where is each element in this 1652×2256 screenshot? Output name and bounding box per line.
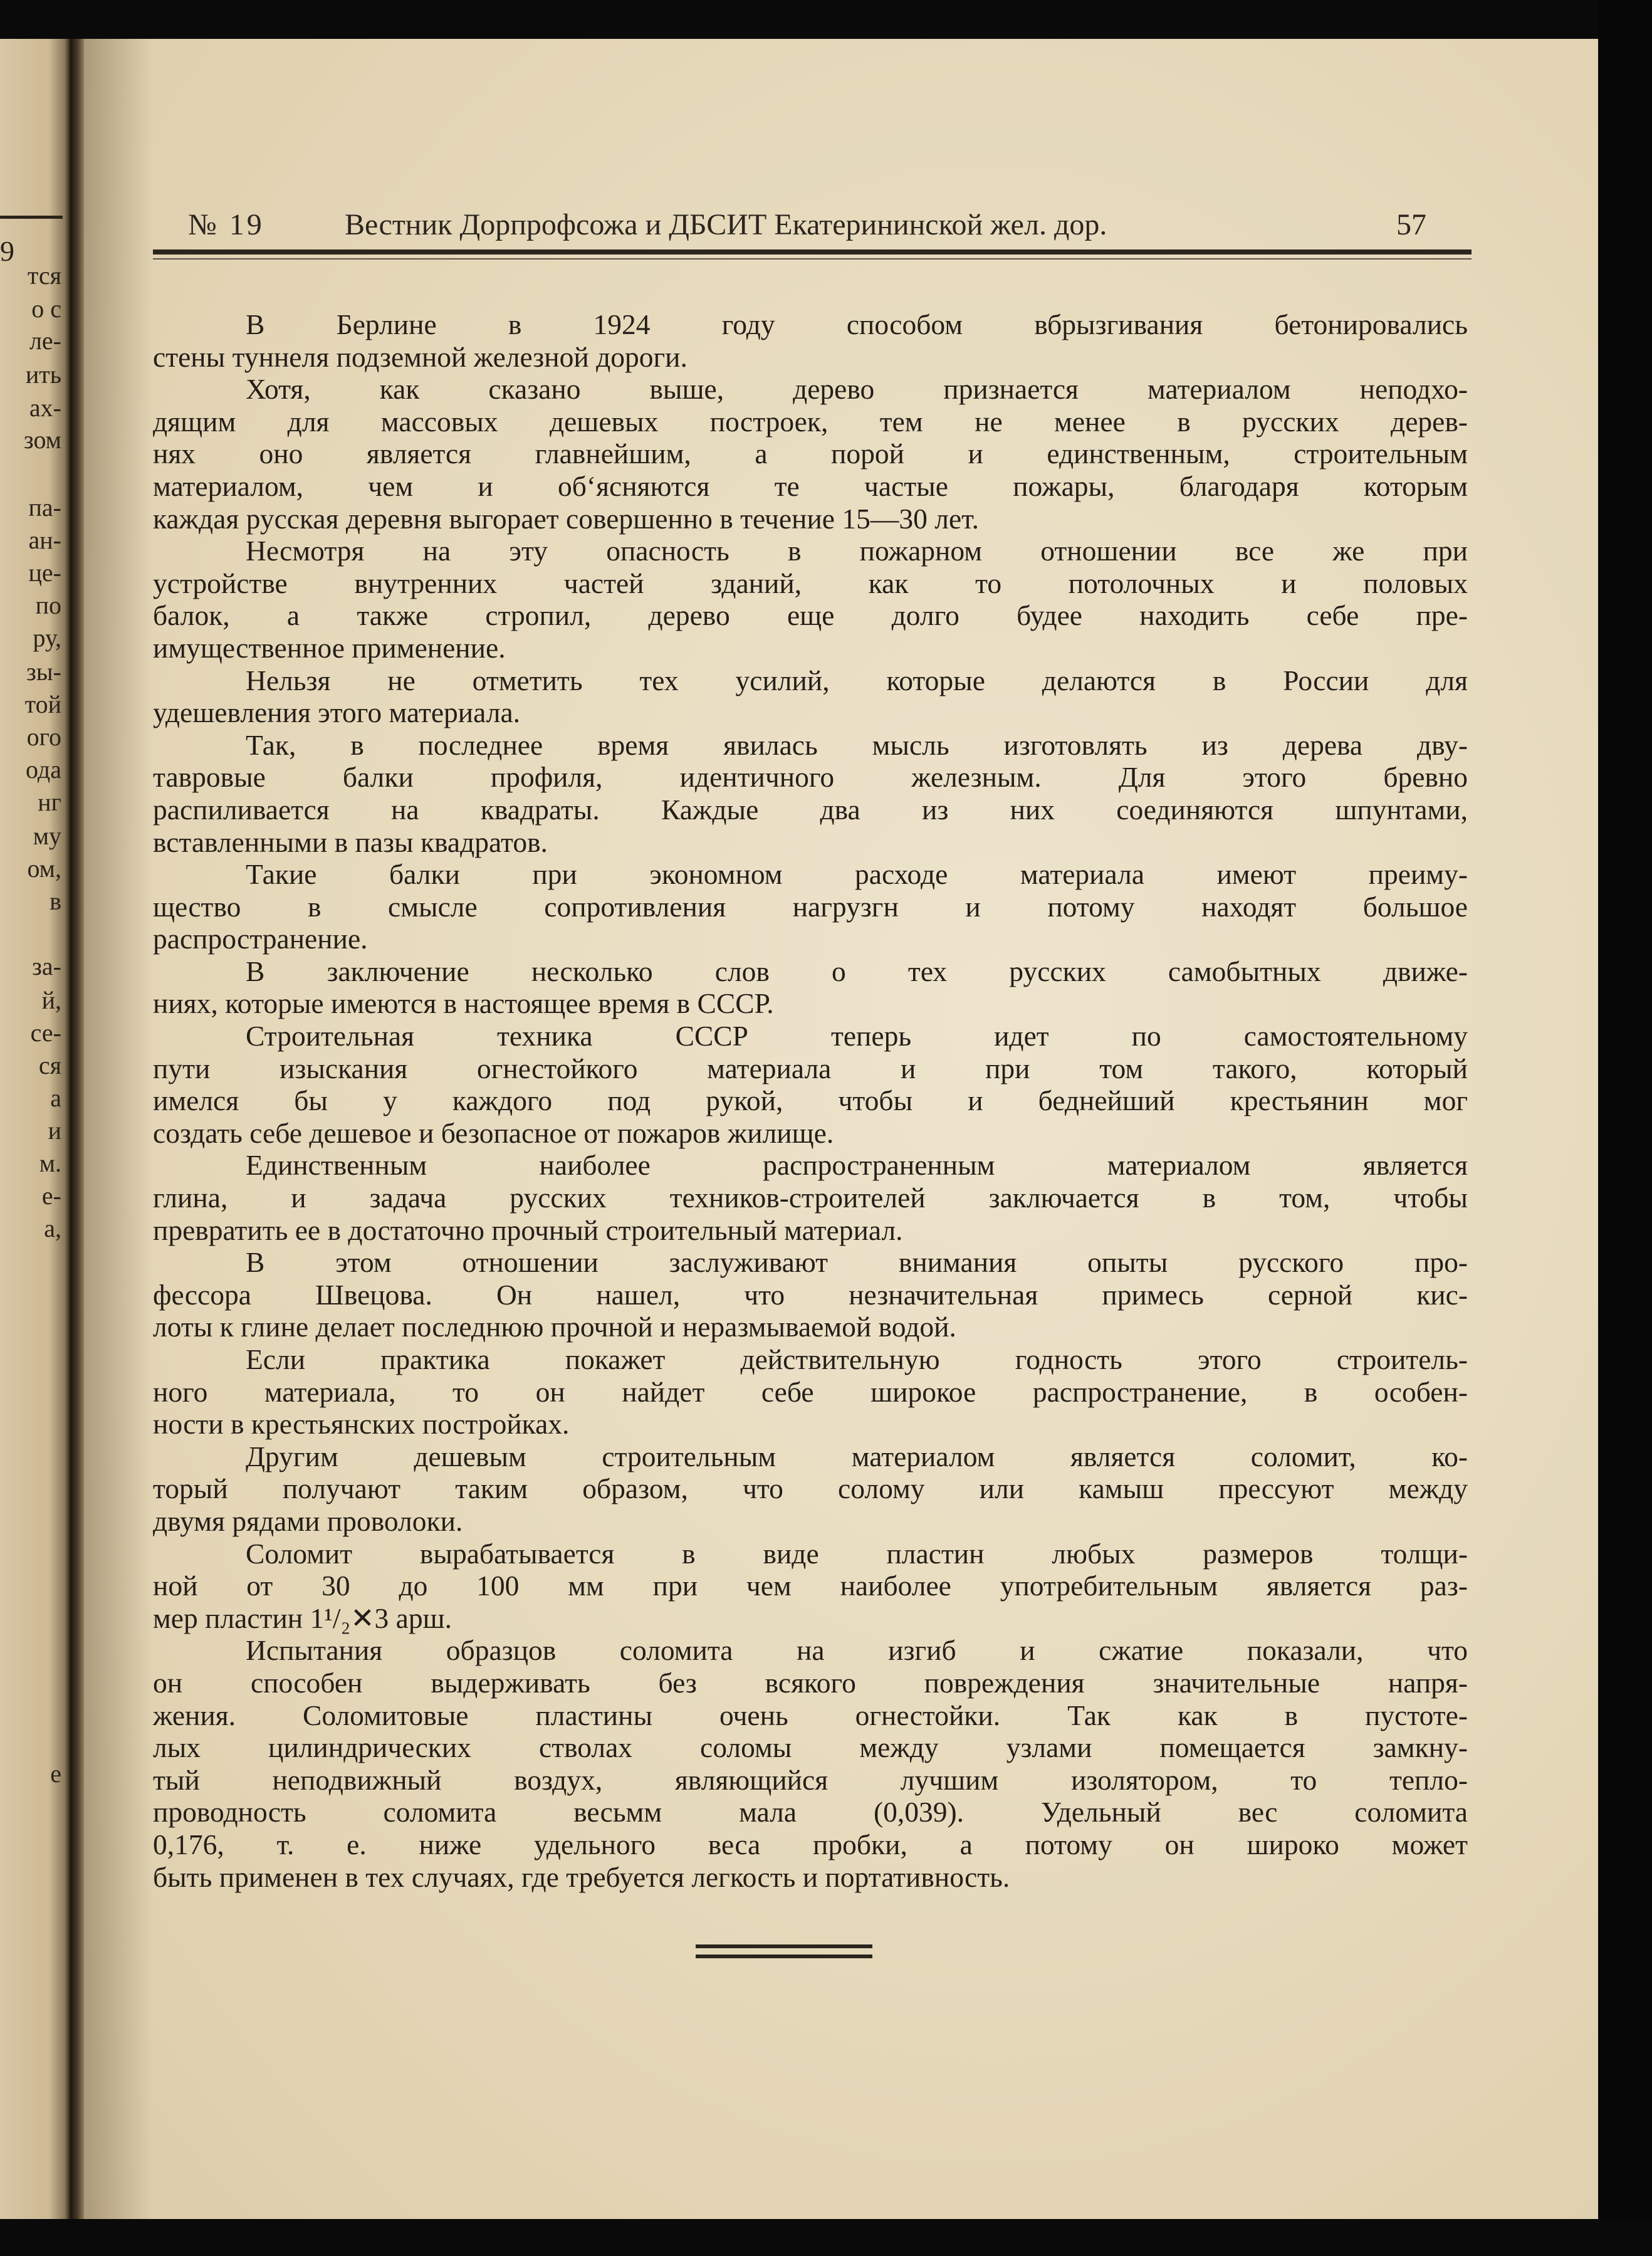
gutter-shadow <box>84 39 153 2219</box>
issue-number: № 19 <box>188 208 264 241</box>
text-line: вставленными в пазы квадратов. <box>153 826 548 858</box>
text-line: дящим для массовых дешевых построек, тем не менее в русских дерев- <box>153 405 1468 438</box>
text-line: стены туннеля подземной железной дороги. <box>153 340 687 373</box>
text-line: Нельзя не отметить тех усилий, которые делаются в России для <box>246 664 1468 696</box>
text-line: тый неподвижный воздух, являющийся лучшим изолятором, то тепло- <box>153 1763 1468 1796</box>
facing-page-fragment: в <box>50 887 61 915</box>
text-line: Строительная техника СССР теперь идет по самостоятельному <box>246 1020 1468 1052</box>
text-line: пути изыскания огнестойкого материала и при том такого, который <box>153 1052 1468 1084</box>
text-line: В заключение несколько слов о тех русских самобытных движе- <box>246 955 1468 987</box>
facing-page-fragment: ан- <box>28 526 61 554</box>
text-line: удешевления этого материала. <box>153 696 521 729</box>
facing-page-fragment: по <box>35 591 61 619</box>
text-line: ного материала, то он найдет себе широкое распространение, в особен- <box>153 1375 1468 1408</box>
text-line: лоты к глине делает последнюю прочной и неразмываемой водой. <box>153 1311 956 1343</box>
facing-page-fragment: м. <box>39 1149 61 1177</box>
scan-border-bottom <box>0 2219 1652 2256</box>
text-line: каждая русская деревня выгорает совершенно в течение 15—30 лет. <box>153 502 979 535</box>
text-line: имущественное применение. <box>153 631 506 664</box>
text-line: мер пластин 1¹/₂✕3 арш. <box>153 1602 452 1634</box>
facing-page-rule <box>0 216 63 219</box>
text-line: ниях, которые имеются в настоящее время в СССР. <box>153 987 774 1020</box>
facing-page-fragment: и <box>48 1116 61 1145</box>
facing-page-fragment: нг <box>38 788 61 816</box>
facing-page-fragment: е- <box>41 1182 61 1210</box>
facing-page-fragment: ого <box>26 723 61 751</box>
article-body <box>153 308 1468 1893</box>
text-line: Соломит вырабатывается в виде пластин любых размеров толщи- <box>246 1537 1468 1570</box>
book-page <box>84 39 1598 2219</box>
facing-page-fragment: той <box>24 690 61 718</box>
text-line: фессора Швецова. Он нашел, что незначительная примесь серной кис- <box>153 1278 1468 1311</box>
text-line: жения. Соломитовые пластины очень огнестойки. Так как в пустоте- <box>153 1699 1468 1731</box>
journal-title: Вестник Дорпрофсожа и ДБСИТ Екатерининской жел. дор. <box>345 208 1107 241</box>
text-line: лых цилиндрических стволах соломы между узлами помещается замкну- <box>153 1731 1468 1764</box>
text-line: балок, а также стропил, дерево еще долго будее находить себе пре- <box>153 599 1468 632</box>
facing-page-fragment: зом <box>23 426 61 454</box>
facing-page-fragment: му <box>33 822 61 850</box>
facing-page-fragment: ру, <box>33 624 61 652</box>
text-line: Единственным наиболее распространенным материалом является <box>246 1149 1468 1182</box>
text-line: щество в смысле сопротивления нагрузгн и потому находят большое <box>153 890 1468 923</box>
facing-page-fragment: а, <box>44 1214 61 1242</box>
facing-page-fragment: е <box>50 1760 61 1788</box>
header-rule-thin <box>153 258 1472 260</box>
text-line: распространение. <box>153 923 368 955</box>
text-line: имелся бы у каждого под рукой, чтобы и беднейший крестьянин мог <box>153 1084 1468 1117</box>
facing-page-fragment: а <box>50 1084 61 1112</box>
facing-page-fragment: ода <box>26 755 61 784</box>
text-line: глина, и задача русских техников-строителей заключается в том, чтобы <box>153 1182 1468 1214</box>
facing-page-fragment: ом, <box>27 854 61 883</box>
text-line: Так, в последнее время явилась мысль изготовлять из дерева дву- <box>246 728 1468 761</box>
book-spine <box>70 39 84 2219</box>
text-line: двумя рядами проволоки. <box>153 1504 463 1537</box>
scan-border-right <box>1598 0 1652 2256</box>
facing-page-fragment: ить <box>25 360 61 389</box>
text-line: тавровые балки профиля, идентичного железным. Для этого бревно <box>153 761 1468 794</box>
text-line: торый получают таким образом, что солому или камыш прессуют между <box>153 1472 1468 1505</box>
facing-page-fragment: це- <box>28 559 61 587</box>
text-line: Несмотря на эту опасность в пожарном отношении все же при <box>246 535 1468 567</box>
text-line: 0,176, т. е. ниже удельного веса пробки, а потому он широко может <box>153 1828 1468 1860</box>
facing-page-number: 9 <box>0 235 14 267</box>
text-line: Другим дешевым строительным материалом является соломит, ко- <box>246 1440 1468 1472</box>
text-line: ной от 30 до 100 мм при чем наиболее употребительным является раз- <box>153 1570 1468 1602</box>
text-line: устройстве внутренних частей зданий, как то потолочных и половых <box>153 567 1468 599</box>
facing-page-fragment: ах- <box>29 394 61 422</box>
text-line: Хотя, как сказано выше, дерево признается материалом неподхо- <box>246 373 1468 406</box>
end-rule-top <box>696 1944 872 1948</box>
text-line: распиливается на квадраты. Каждые два из них соединяются шпунтами, <box>153 793 1468 826</box>
facing-page-fragment: се- <box>30 1019 61 1047</box>
text-line: нях оно является главнейшим, а порой и единственным, строительным <box>153 438 1468 470</box>
facing-page-fragment: ле- <box>29 327 61 355</box>
text-line: он способен выдерживать без всякого повреждения значительные напря- <box>153 1666 1468 1699</box>
facing-page-fragment: па- <box>28 493 61 522</box>
header-rule <box>153 249 1472 254</box>
text-line: Если практика покажет действительную годность этого строитель- <box>246 1343 1468 1375</box>
facing-page-fragment: й, <box>41 986 61 1014</box>
running-header <box>188 203 1426 247</box>
facing-page-left <box>0 39 70 2219</box>
text-line: В Берлине в 1924 году способом вбрызгивания бетонировались <box>246 308 1468 340</box>
facing-page-fragment: ся <box>38 1051 61 1079</box>
facing-page-fragment: зы- <box>26 658 61 686</box>
scan-border-top <box>0 0 1652 39</box>
text-line: быть применен в тех случаях, где требуется легкость и портативность. <box>153 1860 1010 1893</box>
text-line: материалом, чем и об‘ясняются те частые пожары, благодаря которым <box>153 470 1468 502</box>
text-line: создать себе дешевое и безопасное от пожаров жилище. <box>153 1116 834 1149</box>
text-line: В этом отношении заслуживают внимания опыты русского про- <box>246 1246 1468 1279</box>
text-line: превратить ее в достаточно прочный строительный материал. <box>153 1214 903 1246</box>
text-line: проводность соломита весьмм мала (0,039). Удельный вес соломита <box>153 1796 1468 1828</box>
facing-page-fragment: о с <box>31 295 61 323</box>
page-number: 57 <box>1396 208 1426 241</box>
facing-page-fragment: за- <box>32 952 61 980</box>
text-line: Испытания образцов соломита на изгиб и сжатие показали, что <box>246 1634 1468 1667</box>
text-line: Такие балки при экономном расходе материала имеют преиму- <box>246 858 1468 891</box>
facing-page-fragment: тся <box>27 261 61 290</box>
end-rule-bottom <box>696 1954 872 1958</box>
text-line: ности в крестьянских постройках. <box>153 1408 570 1440</box>
